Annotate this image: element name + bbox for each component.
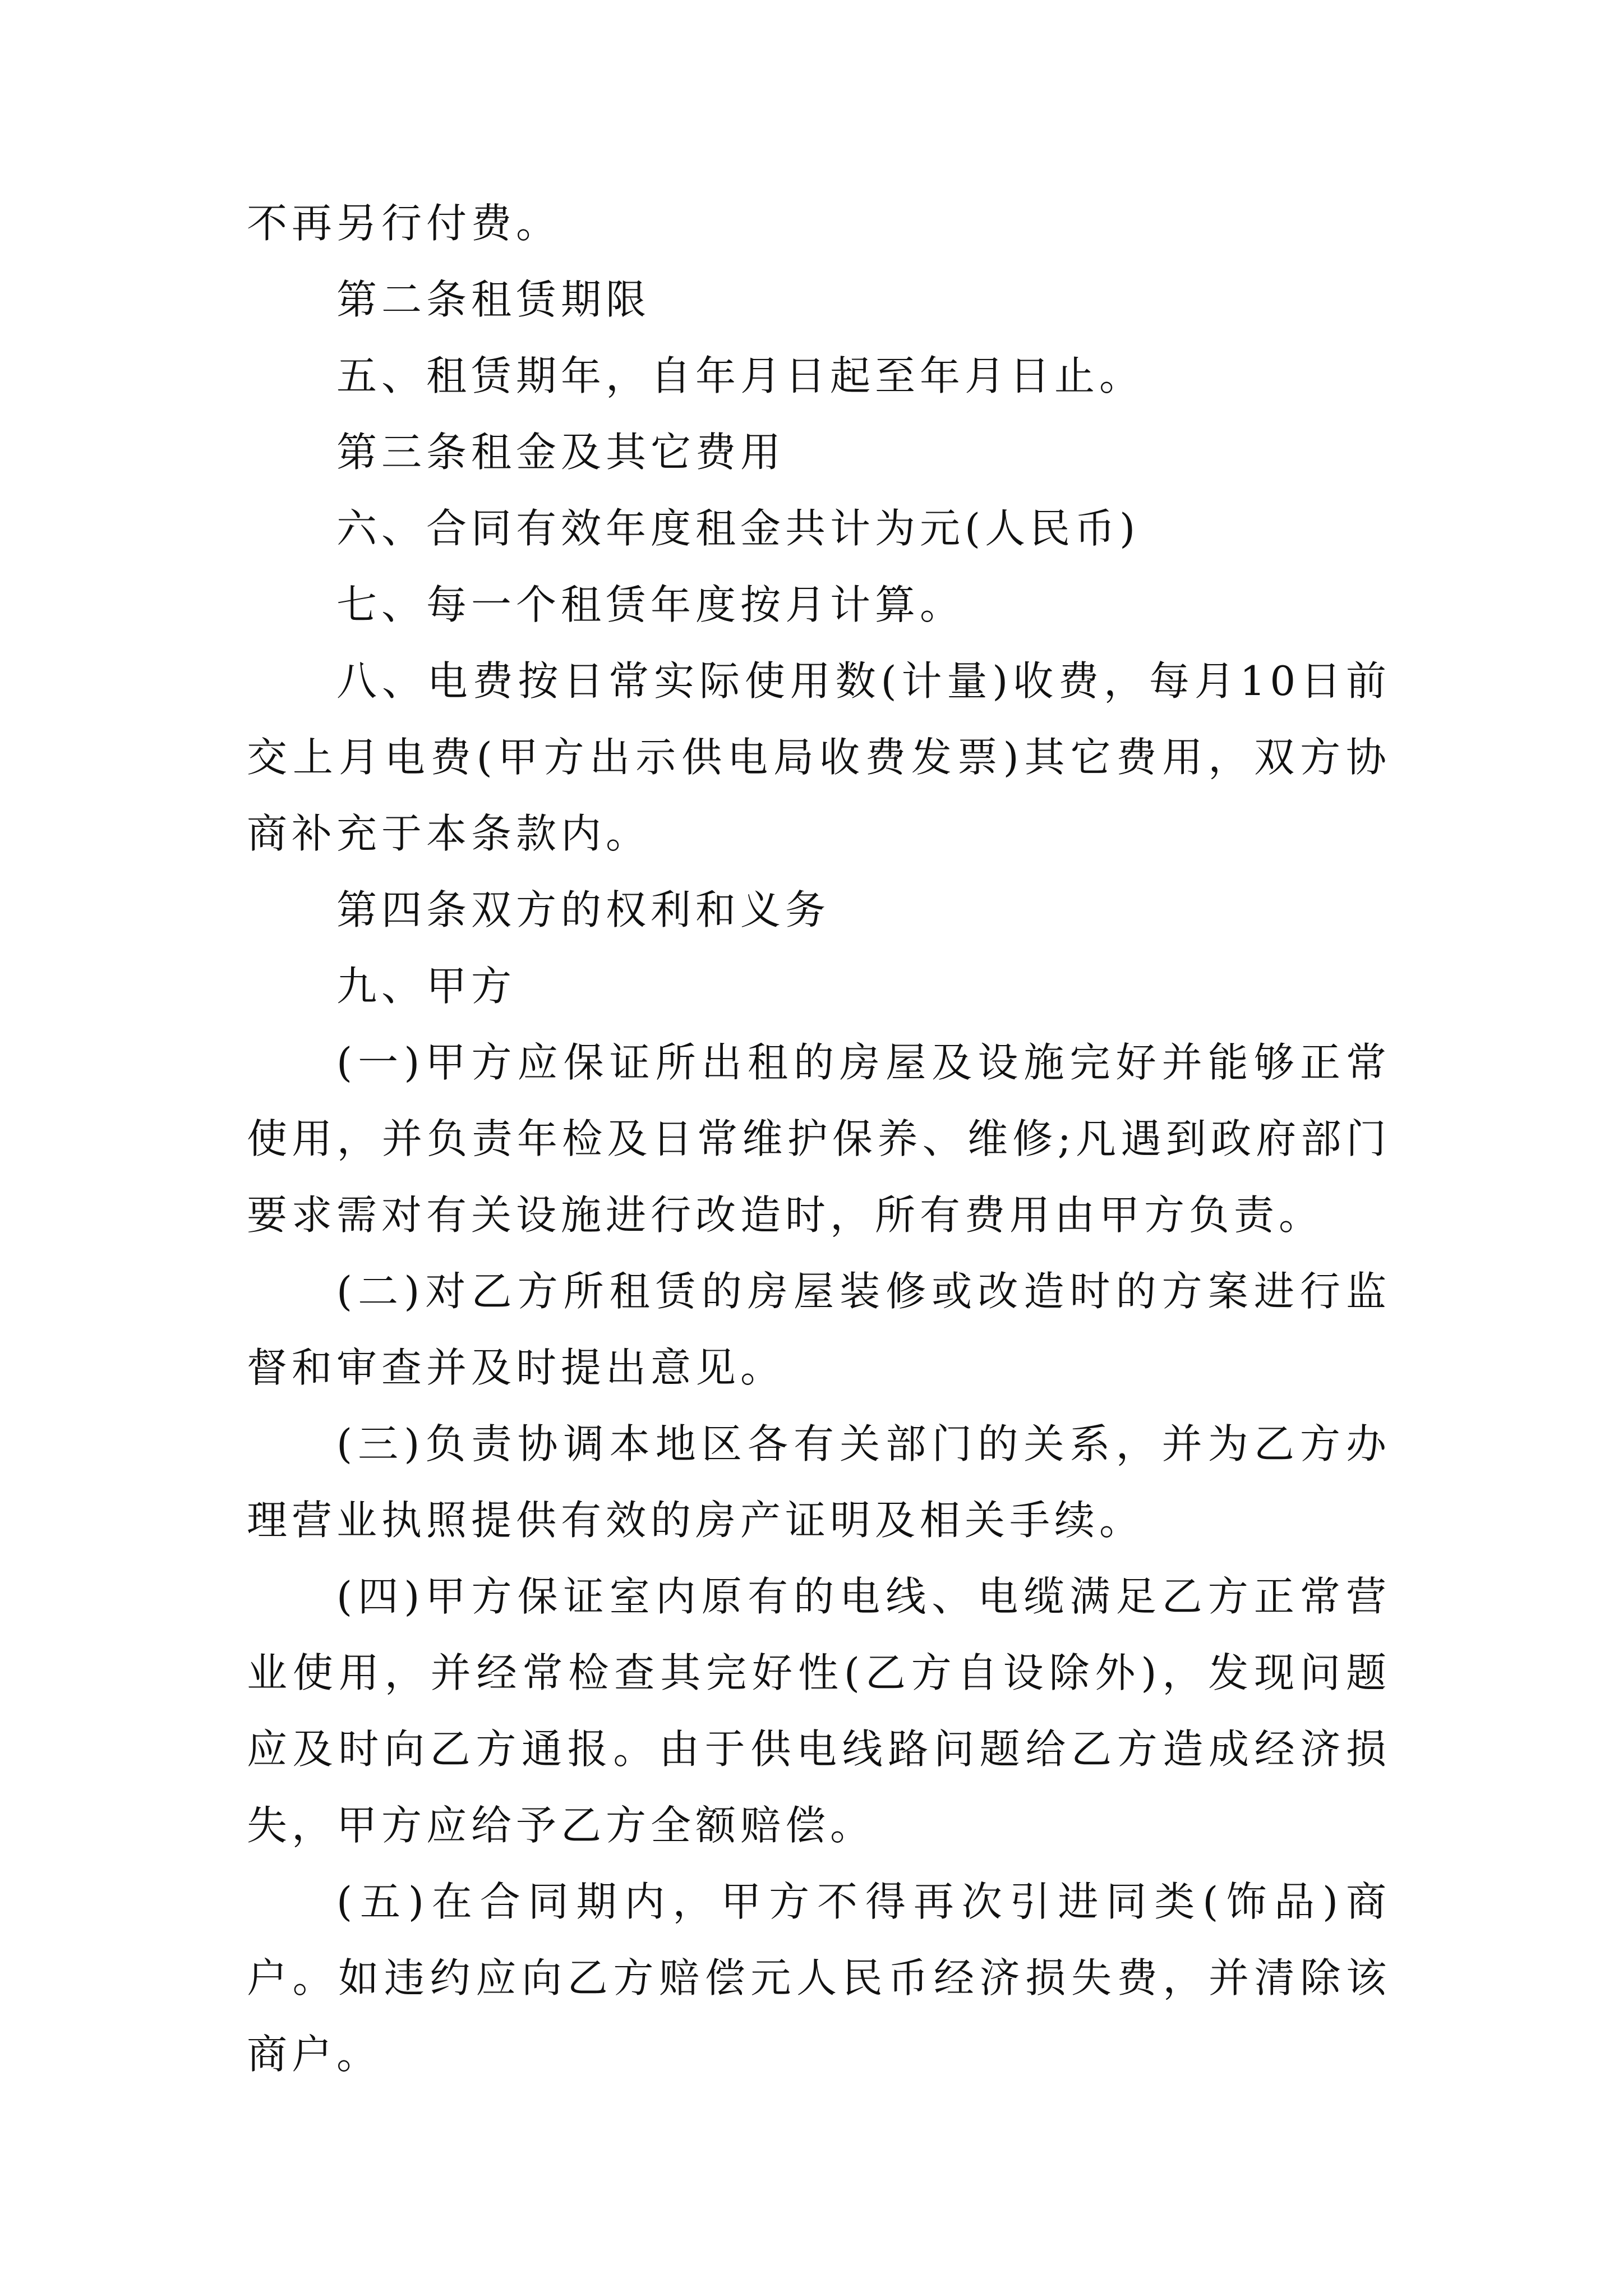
clause-8-electricity-fee: 八、电费按日常实际使用数(计量)收费，每月10日前交上月电费(甲方出示供电局收费发票)其它费用，双方协商补充于本条款内。 bbox=[247, 657, 1391, 857]
article-3-heading: 第三条租金及其它费用 bbox=[336, 429, 786, 476]
party-a-item-5: (五)在合同期内，甲方不得再次引进同类(饰品)商户。如违约应向乙方赔偿元人民币经济损失费，并清除该商户。 bbox=[247, 1878, 1391, 2078]
clause-6-total-rent: 六、合同有效年度租金共计为元(人民币) bbox=[336, 505, 1140, 552]
party-a-item-2: (二)对乙方所租赁的房屋装修或改造时的方案进行监督和审查并及时提出意见。 bbox=[247, 1268, 1391, 1391]
clause-9-party-a: 九、甲方 bbox=[336, 963, 517, 1010]
document-body bbox=[247, 185, 1391, 2092]
party-a-item-4: (四)甲方保证室内原有的电线、电缆满足乙方正常营业使用，并经常检查其完好性(乙方自设除外)，发现问题应及时向乙方通报。由于供电线路问题给乙方造成经济损失，甲方应给予乙方全额赔偿。 bbox=[247, 1573, 1391, 1849]
clause-5-lease-term: 五、租赁期年，自年月日起至年月日止。 bbox=[336, 352, 1145, 399]
article-4-heading: 第四条双方的权利和义务 bbox=[336, 886, 831, 933]
clause-7-monthly-calculation: 七、每一个租赁年度按月计算。 bbox=[336, 581, 965, 628]
article-2-heading: 第二条租赁期限 bbox=[336, 276, 651, 323]
party-a-item-3: (三)负责协调本地区各有关部门的关系，并为乙方办理营业执照提供有效的房产证明及相关手续。 bbox=[247, 1420, 1391, 1544]
paragraph-continuation: 不再另行付费。 bbox=[247, 200, 561, 247]
party-a-item-1: (一)甲方应保证所出租的房屋及设施完好并能够正常使用，并负责年检及日常维护保养、维修;凡遇到政府部门要求需对有关设施进行改造时，所有费用由甲方负责。 bbox=[247, 1039, 1391, 1239]
